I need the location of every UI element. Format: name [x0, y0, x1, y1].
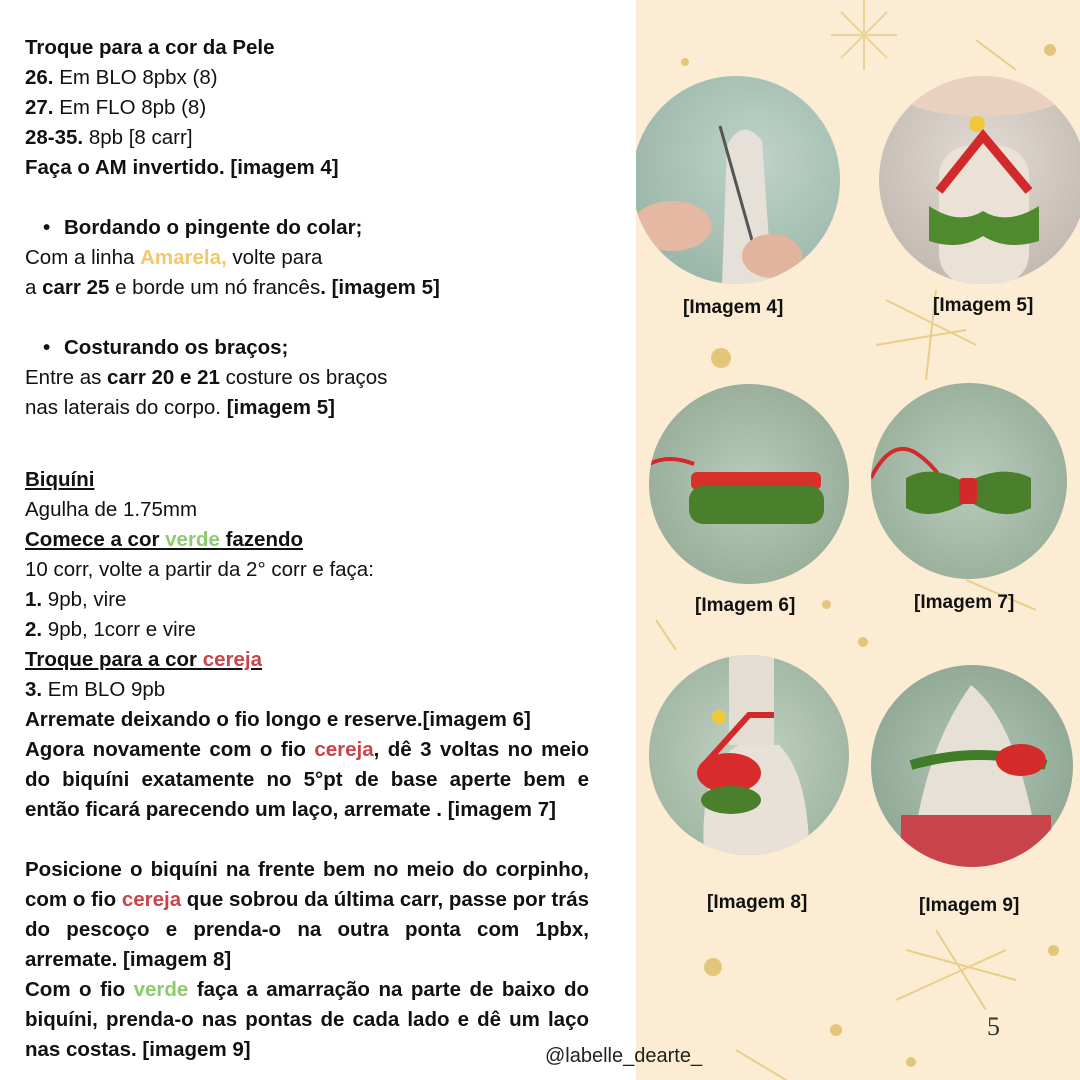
colar-title: • Bordando o pingente do colar; — [46, 213, 362, 243]
paragraph-amarracao: Com o fio verde faça a amarração na parte de baixo do biquíni, prenda-o nas pontas de cada lado e dê um laço nas costas. [imagem 9] — [25, 978, 589, 1061]
paragraph-laco: Agora novamente com o fio cereja, dê 3 voltas no meio do biquíni exatamente no 5°pt de base aperte bem e então ficará parecendo um laço, arremate . [imagem 7] — [25, 738, 590, 821]
am-invertido: Faça o AM invertido. [imagem 4] — [25, 156, 339, 179]
caption-imagem-8: [Imagem 8] — [707, 892, 808, 913]
row-3: 3. Em BLO 9pb — [25, 678, 166, 701]
bracos-line-1: Entre as carr 20 e 21 costure os braços — [25, 366, 388, 389]
arremate-line: Arremate deixando o fio longo e reserve.[imagem 6] — [25, 708, 531, 731]
bracos-line-2: nas laterais do corpo. [imagem 5] — [25, 396, 335, 419]
gold-dot — [704, 958, 722, 976]
row-26: 26. Em BLO 8pbx (8) — [25, 66, 218, 89]
comece-verde: Comece a cor verde fazendo — [25, 528, 304, 551]
bikini-strip-illustration — [649, 384, 849, 584]
row-1: 1. 9pb, vire — [25, 588, 127, 611]
colar-line-2: a carr 25 e borde um nó francês. [imagem 5] — [25, 276, 440, 299]
gold-dot — [1048, 945, 1059, 956]
pele-heading: Troque para a cor da Pele — [25, 36, 275, 59]
bracos-title: • Costurando os braços; — [46, 333, 288, 363]
row-28-35: 28-35. 8pb [8 carr] — [25, 126, 193, 149]
gold-dot — [681, 58, 689, 66]
crochet-neck-needle-illustration — [636, 76, 840, 284]
bikini-bow-illustration — [871, 383, 1067, 579]
caption-imagem-9: [Imagem 9] — [919, 895, 1020, 916]
image-8-photo — [649, 655, 849, 855]
row-27: 27. Em FLO 8pb (8) — [25, 96, 207, 119]
images-panel — [636, 0, 1080, 1080]
doll-side-bikini-illustration — [649, 655, 849, 855]
doll-torso-bikini-illustration — [879, 76, 1080, 284]
caption-imagem-5: [Imagem 5] — [933, 295, 1034, 316]
caption-imagem-4: [Imagem 4] — [683, 297, 784, 318]
instagram-handle: @labelle_dearte_ — [545, 1045, 703, 1067]
snowflake-icon — [831, 0, 897, 70]
image-4-photo — [636, 76, 840, 284]
gold-dot — [1044, 44, 1056, 56]
corr-line: 10 corr, volte a partir da 2° corr e faça: — [25, 558, 374, 581]
caption-imagem-6: [Imagem 6] — [695, 595, 796, 616]
colar-line-1: Com a linha Amarela, volte para — [25, 246, 323, 269]
gold-dot — [830, 1024, 842, 1036]
gold-dot — [711, 348, 731, 368]
page-number: 5 — [987, 1012, 1000, 1041]
paragraph-posicione: Posicione o biquíni na frente bem no meio do corpinho, com o fio cereja que sobrou da última carr, passe por trás do pescoço e prenda-o na outra ponta com 1pbx, arremate. [imagem 8] — [25, 858, 589, 971]
caption-imagem-7: [Imagem 7] — [914, 592, 1015, 613]
row-2: 2. 9pb, 1corr e vire — [25, 618, 196, 641]
agulha: Agulha de 1.75mm — [25, 498, 198, 521]
image-9-photo — [871, 665, 1073, 867]
image-6-photo — [649, 384, 849, 584]
troque-cereja: Troque para a cor cereja — [25, 648, 263, 671]
gold-dot — [858, 637, 868, 647]
gold-dot — [822, 600, 831, 609]
biquini-title: Biquíni — [25, 468, 95, 491]
doll-back-bikini-illustration — [871, 665, 1073, 867]
image-5-photo — [879, 76, 1080, 284]
gold-dot — [906, 1057, 916, 1067]
image-7-photo — [871, 383, 1067, 579]
